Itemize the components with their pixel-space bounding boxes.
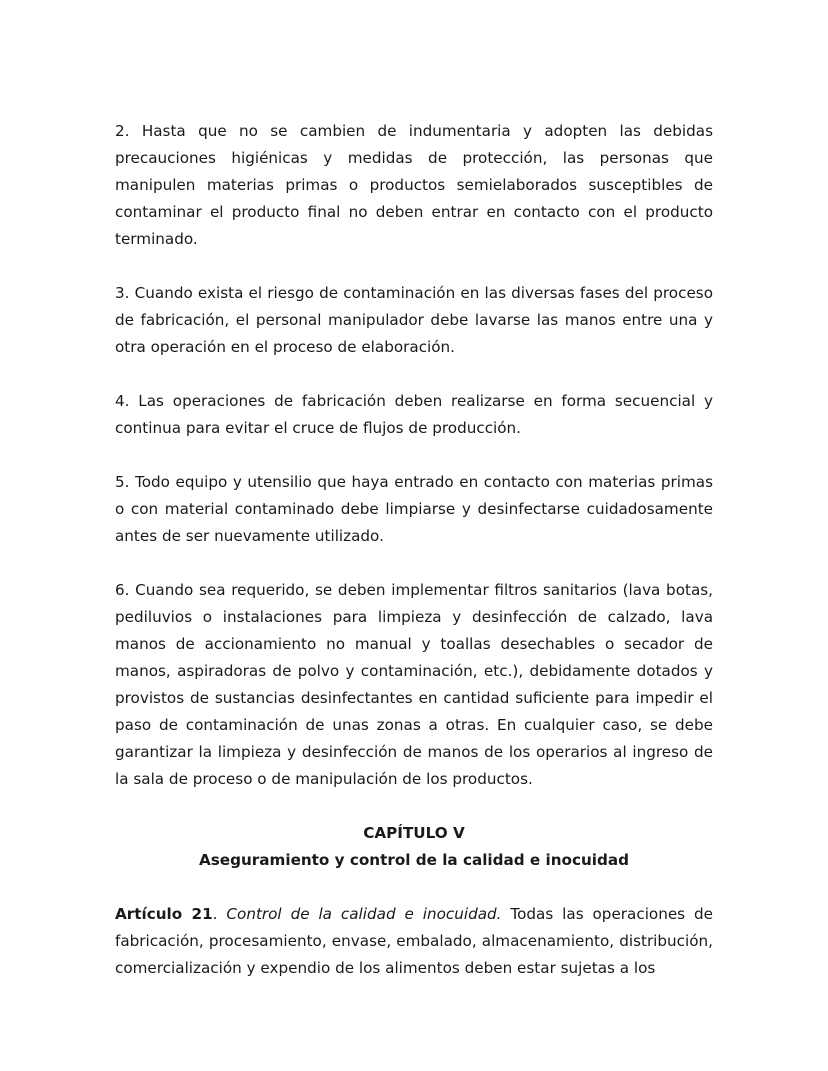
paragraph-5: 5. Todo equipo y utensilio que haya entrado en contacto con materias primas o con material contaminado debe limpiarse y desinfectarse cuidadosamente antes de ser nuevamente utilizado. [115,473,713,545]
article-21-paragraph [115,901,713,982]
article-title: Control de la calidad e inocuidad. [226,905,502,923]
paragraph-2: 2. Hasta que no se cambien de indumentaria y adopten las debidas precauciones higiénicas y medidas de protección, las personas que manipulen materias primas o productos semielaborados susceptibles de contaminar el producto final no deben entrar en contacto con el producto terminado. [115,122,713,248]
document-page [115,118,713,1009]
article-label: Artículo 21 [115,905,213,923]
article-text: Todas las operaciones de fabricación, procesamiento, envase, embalado, almacenamiento, distribución, comercialización y expendio de los alimentos deben estar sujetas a los [115,905,713,977]
heading-spacer [115,874,713,901]
paragraph-4: 4. Las operaciones de fabricación deben realizarse en forma secuencial y continua para evitar el cruce de flujos de producción. [115,392,713,437]
article-separator: . [212,905,227,923]
paragraph-6: 6. Cuando sea requerido, se deben implementar filtros sanitarios (lava botas, pediluvios o instalaciones para limpieza y desinfección de calzado, lava manos de accionamiento no manual y toallas desechables o secador de manos, aspiradoras de polvo y contaminación, etc.), debidamente dotados y provistos de sustancias desinfectantes en cantidad suficiente para impedir el paso de contaminación de unas zonas a otras. En cualquier caso, se debe garantizar la limpieza y desinfección de manos de los operarios al ingreso de la sala de proceso o de manipulación de los productos. [115,581,713,788]
paragraph-3: 3. Cuando exista el riesgo de contaminación en las diversas fases del proceso de fabricación, el personal manipulador debe lavarse las manos entre una y otra operación en el proceso de elaboración. [115,284,713,356]
chapter-title: Aseguramiento y control de la calidad e inocuidad [199,851,629,869]
chapter-number: CAPÍTULO V [363,824,465,842]
